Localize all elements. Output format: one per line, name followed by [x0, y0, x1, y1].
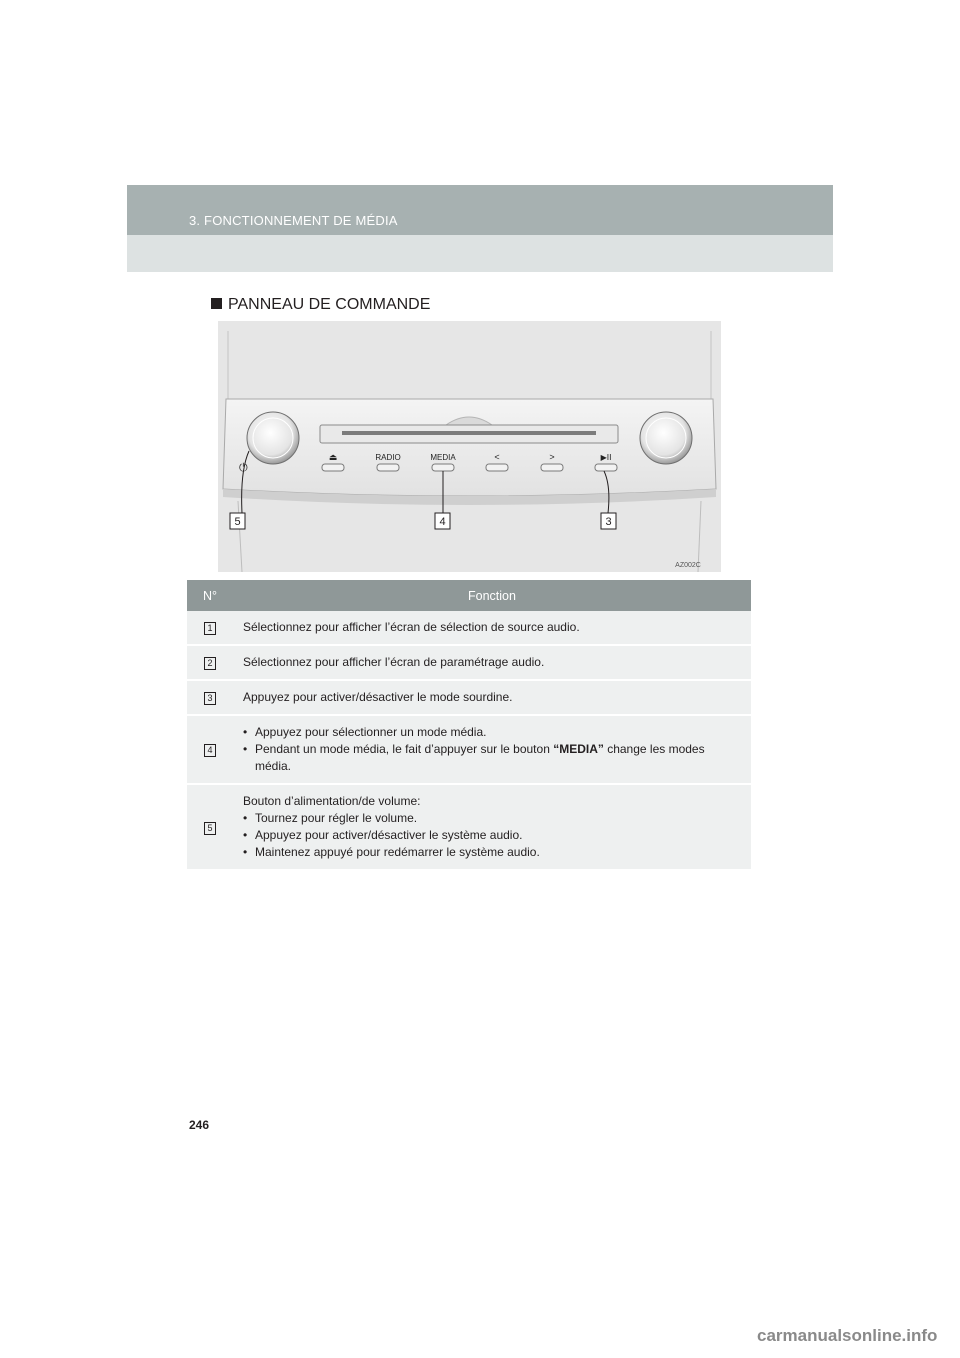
page-number: 246 — [189, 1118, 210, 1132]
number-badge: 5 — [204, 822, 216, 835]
table-row — [187, 784, 751, 870]
function-table — [187, 580, 751, 871]
list-item: • Appuyez pour activer/désactiver le système audio. — [243, 827, 741, 844]
control-panel-illustration — [218, 321, 721, 572]
number-badge: 3 — [204, 692, 216, 705]
list-item: • Tournez pour régler le volume. — [243, 810, 741, 827]
function-text: Sélectionnez pour afficher l’écran de paramétrage audio. — [233, 645, 751, 680]
table-header-row — [187, 580, 751, 611]
table-row — [187, 680, 751, 715]
next-button-label: > — [549, 452, 555, 462]
list-item: • Maintenez appuyé pour redémarrer le système audio. — [243, 844, 741, 861]
prev-button-label: < — [494, 452, 500, 462]
number-badge: 4 — [204, 744, 216, 757]
number-badge: 2 — [204, 657, 216, 670]
chapter-title: 3. FONCTIONNEMENT DE MÉDIA — [189, 213, 398, 228]
square-bullet-icon — [211, 298, 222, 309]
table-row — [187, 715, 751, 784]
section-title-text: PANNEAU DE COMMANDE — [228, 296, 431, 313]
table-row — [187, 645, 751, 680]
list-item: • Appuyez pour sélectionner un mode média. — [243, 724, 741, 741]
power-icon: ⏻ — [239, 461, 248, 474]
watermark: carmanualsonline.info — [757, 1326, 938, 1345]
svg-text:4: 4 — [439, 516, 446, 528]
bullet-list — [243, 724, 741, 775]
chapter-header-subband — [127, 235, 833, 272]
media-keyword: “MEDIA” — [553, 742, 604, 756]
row-intro-text: Bouton d’alimentation/de volume: — [243, 794, 421, 808]
power-volume-knob — [247, 412, 299, 464]
eject-icon: ⏏ — [328, 453, 338, 463]
svg-text:5: 5 — [234, 516, 241, 528]
table-row — [187, 611, 751, 645]
bullet-list — [243, 810, 741, 861]
column-header-function: Fonction — [233, 580, 751, 611]
figure-code: AZ002C — [675, 562, 701, 569]
function-text: Appuyez pour activer/désactiver le mode sourdine. — [233, 680, 751, 715]
column-header-number: N° — [187, 580, 233, 611]
radio-button-label: RADIO — [375, 453, 401, 462]
function-text: Sélectionnez pour afficher l’écran de sélection de source audio. — [233, 611, 751, 645]
tune-knob — [640, 412, 692, 464]
svg-text:3: 3 — [605, 516, 612, 528]
play-pause-icon: ▶II — [600, 453, 612, 462]
media-button-label: MEDIA — [430, 453, 456, 462]
number-badge: 1 — [204, 622, 216, 635]
list-item: • Pendant un mode média, le fait d’appuyer sur le bouton “MEDIA” change les modes média. — [243, 741, 741, 775]
section-heading — [211, 296, 430, 314]
